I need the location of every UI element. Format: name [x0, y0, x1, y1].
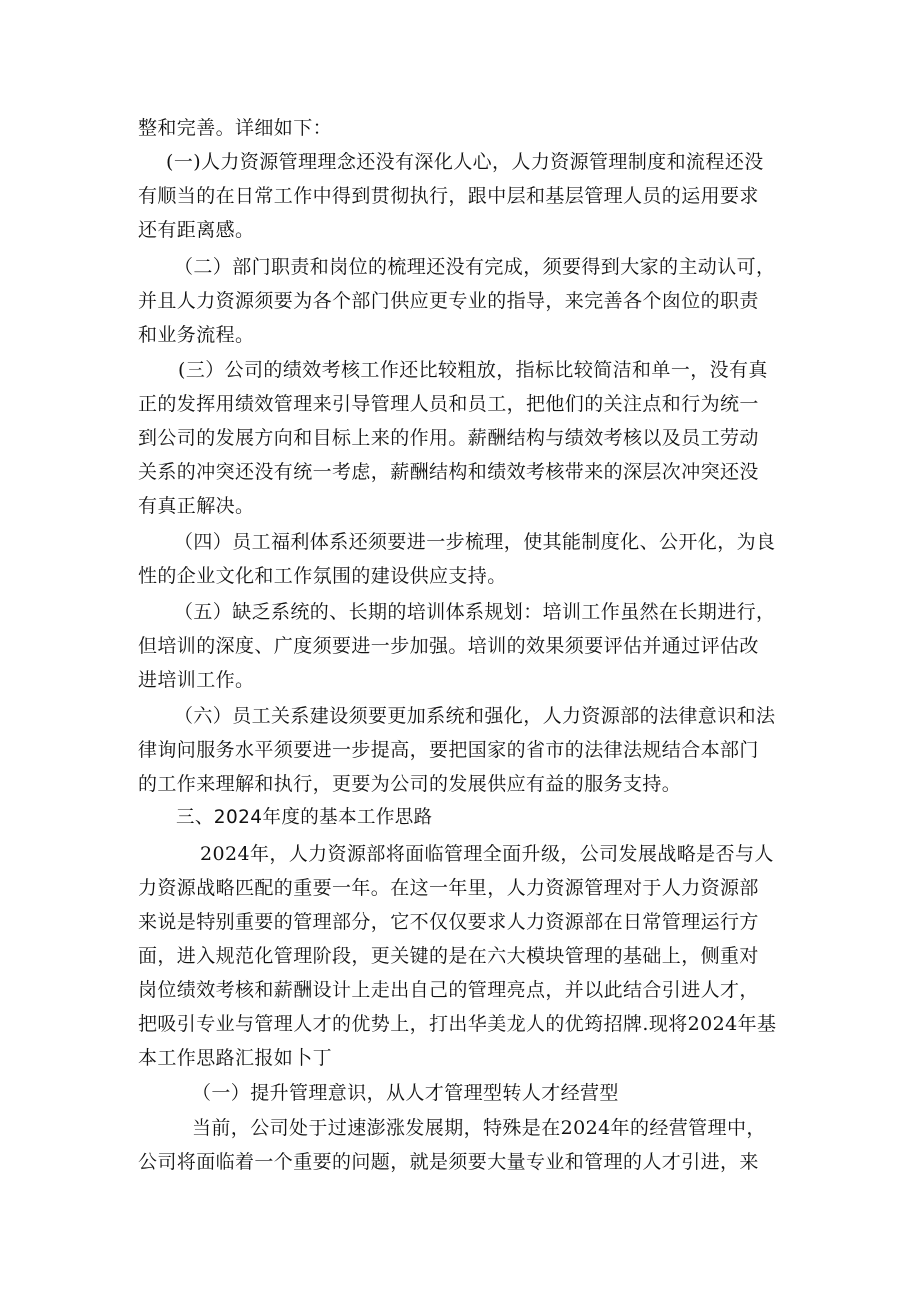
final-paragraph-line-1: 当前，公司处于过速澎涨发展期，特殊是在2024年的经营管理中，	[192, 1117, 766, 1139]
paragraph-line-3: 来说是特别重要的管理部分，它不仅仅要求人力资源部在日常管理运行方	[138, 911, 759, 933]
section-3-line-5: 有真正解决。	[138, 495, 255, 517]
section-4-line-1: （四）员工福利体系还须要进一步梳理，使其能制度化、公开化，为良	[174, 531, 776, 553]
section-5-line-3: 进培训工作。	[138, 669, 255, 691]
final-paragraph-line-2: 公司将面临着一个重要的问题，就是须要大量专业和管理的人才引进，来	[138, 1151, 759, 1173]
paragraph-line-1: 2024年，人力资源部将面临管理全面升级，公司发展战略是否与人	[200, 843, 774, 865]
section-3-line-3: 到公司的发展方向和目标上来的作用。薪酬结构与绩效考核以及员工劳动	[138, 427, 759, 449]
section-3-line-1: (三）公司的绩效考核工作还比较粗放，指标比较简洁和单一，没有真	[178, 359, 768, 381]
section-2-line-3: 和业务流程。	[138, 324, 255, 346]
paragraph-line-7: 本工作思路汇报如卜丁	[138, 1047, 333, 1069]
paragraph-line-5: 岗位绩效考核和薪酬设计上走出自己的管理亮点，并以此结合引进人才，	[138, 979, 759, 1001]
section-2-line-2: 并且人力资源须要为各个部门供应更专业的指导，来完善各个囱位的职责	[138, 290, 759, 312]
section-5-line-2: 但培训的深度、广度须要进一步加强。培训的效果须要评估并通过评估改	[138, 635, 759, 657]
paragraph-line-6: 把吸引专业与管理人才的优势上，打出华美龙人的优筠招牌.现将2024年基	[138, 1013, 777, 1035]
section-1-line-3: 还有距离感。	[138, 219, 255, 241]
section-2-line-1: （二）部门职责和岗位的梳理还没有完成，须要得到大家的主动认可，	[174, 256, 776, 278]
section-heading: 三、2024年度的基本工作思路	[176, 807, 433, 828]
paragraph-line-4: 面，进入规范化管理阶段，更关键的是在六大模块管理的基础上，侧重对	[138, 945, 759, 967]
paragraph-line-2: 力资源战略匹配的重要一年。在这一年里，人力资源管理对于人力资源部	[138, 877, 759, 899]
section-6-line-1: （六）员工关系建设须要更加系统和强化，人力资源部的法律意识和法	[174, 705, 776, 727]
section-6-line-2: 律询问服务水平须要进一步提高，要把国家的省市的法律法规结合本部门	[138, 739, 759, 761]
section-5-line-1: （五）缺乏系统的、长期的培训体系规划：培训工作虽然在长期进行，	[174, 601, 776, 623]
section-4-line-2: 性的企业文化和工作氛围的建设供应支持。	[138, 565, 507, 587]
subheading-1: （一）提升管理意识，从人才管理型转人才经营型	[192, 1082, 619, 1104]
section-3-line-4: 关系的冲突还没有统一考虑，薪酬结构和绩效考核带来的深层次冲突还没	[138, 461, 759, 483]
section-3-line-2: 正的发挥用绩效管理来引导管理人员和员工，把他们的关注点和行为统一	[138, 393, 759, 415]
section-1-line-1: (一)人力资源管理理念还没有深化人心，人力资源管理制度和流程还没	[166, 151, 764, 173]
section-6-line-3: 的工作来理解和执行，更要为公司的发展供应有益的服务支持。	[138, 773, 682, 795]
section-1-line-2: 有顺当的在日常工作中得到贯彻执行，跟中层和基层管理人员的运用要求	[138, 185, 759, 207]
text-line: 整和完善。详细如下：	[138, 117, 333, 139]
